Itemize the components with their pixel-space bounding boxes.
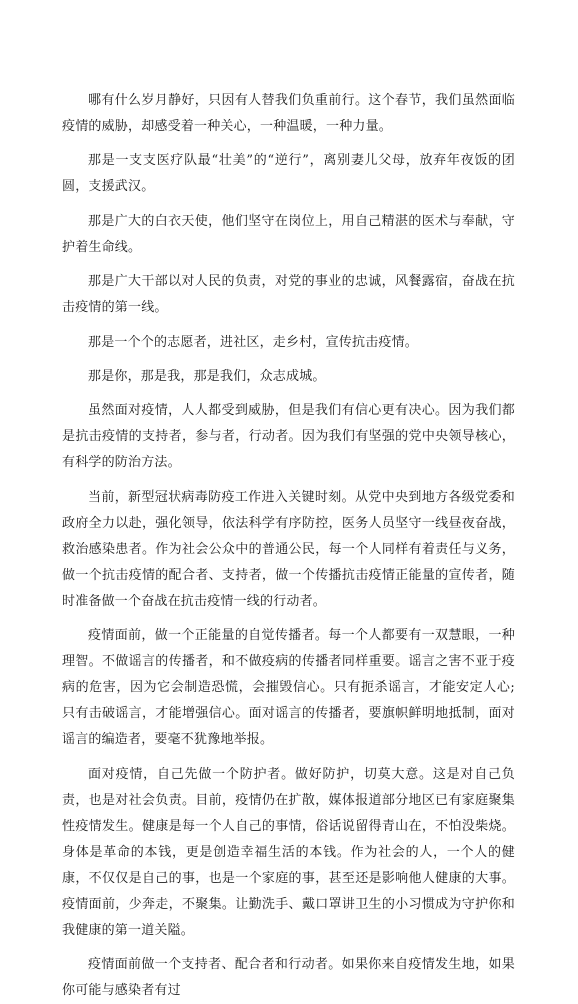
paragraph-5: 那是一个个的志愿者，进社区，走乡村，宣传抗击疫情。: [88, 334, 419, 350]
paragraph-2: 那是一支支医疗队最“壮美”的“逆行”，离别妻儿父母，放弃年夜饭的团圆，支援武汉。: [62, 153, 515, 195]
paragraph-7: 虽然面对疫情，人人都受到威胁，但是我们有信心更有决心。因为我们都是抗击疫情的支持者，参与者，行动者。因为我们有坚强的党中央领导核心，有科学的防治方法。: [62, 403, 515, 471]
paragraph-10: 面对疫情，自己先做一个防护者。做好防护，切莫大意。这是对自己负责，也是对社会负责。目前，疫情仍在扩散，媒体报道部分地区已有家庭聚集性疫情发生。健康是每一个人自己的事情，俗话说留得青山在，不怕没柴烧。身体是革命的本钱，更是创造幸福生活的本钱。作为社会的人，一个人的健康，不仅仅是自己的事，也是一个家庭的事，甚至还是影响他人健康的大事。疫情面前，少奔走，不聚集。让勤洗手、戴口罩讲卫生的小习惯成为守护你和我健康的第一道关隘。: [62, 766, 515, 938]
paragraph-3: 那是广大的白衣天使，他们坚守在岗位上，用自己精湛的医术与奉献，守护着生命线。: [62, 213, 515, 255]
paragraph-11: 疫情面前做一个支持者、配合者和行动者。如果你来自疫情发生地，如果你可能与感染者有过: [62, 956, 515, 998]
paragraph-9: 疫情面前，做一个正能量的自觉传播者。每一个人都要有一双慧眼，一种理智。不做谣言的传播者，和不做疫病的传播者同样重要。谣言之害不亚于疫病的危害，因为它会制造恐慌，会摧毁信心。只有扼杀谣言，才能安定人心;只有击破谣言，才能增强信心。面对谣言的传播者，要旗帜鲜明地抵制，面对谣言的编造者，要毫不犹豫地举报。: [62, 628, 515, 748]
paragraph-1: 哪有什么岁月静好，只因有人替我们负重前行。这个春节，我们虽然面临疫情的威胁，却感受着一种关心，一种温暖，一种力量。: [62, 93, 515, 134]
paragraph-4: 那是广大干部以对人民的负责，对党的事业的忠诚，风餐露宿，奋战在抗击疫情的第一线。: [62, 274, 515, 316]
paragraph-8: 当前，新型冠状病毒防疫工作进入关键时刻。从党中央到地方各级党委和政府全力以赴，强化领导，依法科学有序防控，医务人员坚守一线昼夜奋战，救治感染患者。作为社会公众中的普通公民，每一个人同样有着责任与义务，做一个抗击疫情的配合者、支持者，做一个传播抗击疫情正能量的宣传者，随时准备做一个奋战在抗击疫情一线的行动者。: [62, 489, 515, 609]
paragraph-6: 那是你，那是我，那是我们，众志成城。: [88, 368, 326, 384]
